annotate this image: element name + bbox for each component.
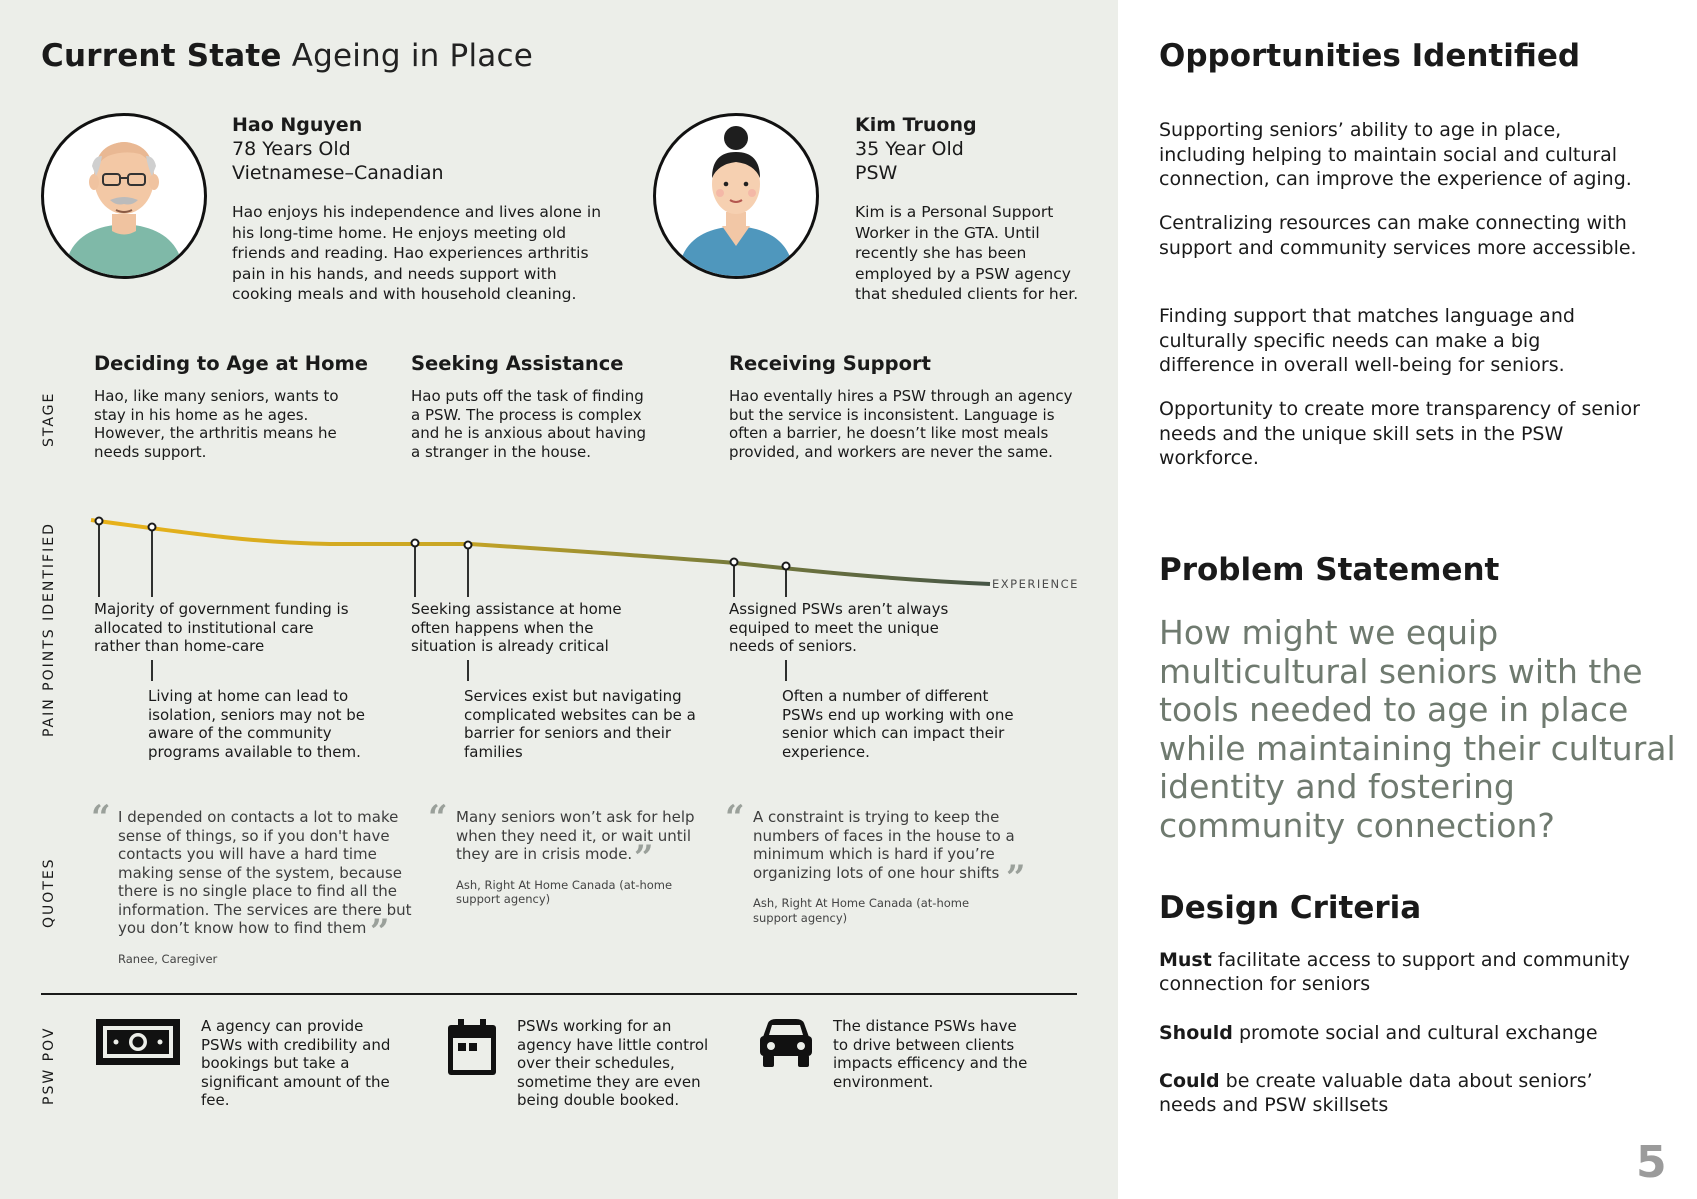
persona-role: Vietnamese–Canadian [232, 162, 444, 184]
pain-point-marker [465, 542, 472, 549]
psw-pov-label: PSW POV [41, 1026, 57, 1105]
opportunity-item: Finding support that matches language and culturally specific needs can make a big difference in overall well-being for seniors. [1159, 305, 1575, 376]
pain-point-marker [96, 518, 103, 525]
criterion-should: Should promote social and cultural exchange [1159, 1022, 1598, 1044]
pain-point-marker [783, 563, 790, 570]
pain-points-label: PAIN POINTS IDENTIFIED [41, 522, 57, 737]
quotes-label: QUOTES [41, 857, 57, 928]
persona-name: Kim Truong [855, 114, 977, 136]
car-icon [758, 1017, 814, 1073]
persona-description: Hao enjoys his independence and lives alone in his long-time home. He enjoys meeting old friends and reading. Hao experiences arthritis pain in his hands, and needs support with cooking meals and with household cleaning. [232, 203, 602, 303]
close-quote-icon: ” [634, 838, 654, 878]
pain-point-marker [731, 559, 738, 566]
opportunity-item: Centralizing resources can make connecting with support and community services more accessible. [1159, 212, 1637, 259]
calendar-icon [446, 1017, 498, 1081]
quote-attribution: Ash, Right At Home Canada (at-home support agency) [753, 896, 970, 925]
persona-description: Kim is a Personal Support Worker in the GTA. Until recently she has been employed by a PSW agency that sheduled clients for her. [855, 203, 1079, 303]
pain-point-marker [149, 524, 156, 531]
problem-statement: How might we equip multicultural seniors with the tools needed to age in place while maintaining their cultural identity and fostering community connection? [1159, 613, 1676, 845]
quote-attribution: Ash, Right At Home Canada (at-home support agency) [456, 877, 673, 906]
persona-name: Hao Nguyen [232, 114, 363, 136]
stage-description: Hao eventally hires a PSW through an agency but the service is inconsistent. Language is often a barrier, he doesn’t like most meals provided, and workers are never the same. [729, 387, 1073, 461]
pain-point-marker [412, 540, 419, 547]
quote-attribution: Ranee, Caregiver [118, 951, 218, 966]
stage-title: Deciding to Age at Home [94, 352, 369, 375]
pov-text: A agency can provide PSWs with credibility and bookings but take a significant amount of the fee. [201, 1017, 391, 1109]
close-quote-icon: ” [1006, 858, 1026, 898]
close-quote-icon: ” [370, 912, 390, 952]
pain-point-primary: Seeking assistance at home often happens when the situation is already critical [411, 600, 622, 655]
pain-point-secondary: Services exist but navigating complicated websites can be a barrier for seniors and their families [464, 687, 696, 761]
experience-label: EXPERIENCE [992, 577, 1079, 591]
pain-point-secondary: Living at home can lead to isolation, seniors may not be aware of the community programs available to them. [148, 687, 365, 761]
stage-title: Seeking Assistance [411, 352, 624, 375]
stage-label: STAGE [41, 391, 57, 447]
open-quote-icon: “ [428, 798, 448, 838]
pain-point-primary: Assigned PSWs aren’t always equiped to meet the unique needs of seniors. [729, 600, 949, 655]
open-quote-icon: “ [91, 798, 111, 838]
criterion-could: Could be create valuable data about seniors’ needs and PSW skillsets [1159, 1070, 1593, 1116]
money-icon [94, 1017, 182, 1071]
persona-role: PSW [855, 162, 898, 184]
quote-block [456, 808, 706, 907]
design-criteria-heading: Design Criteria [1159, 890, 1422, 926]
pov-text: The distance PSWs have to drive between clients impacts efficency and the environment. [833, 1017, 1028, 1091]
persona-age: 35 Year Old [855, 138, 964, 160]
experience-curve [0, 0, 1118, 780]
stage-description: Hao puts off the task of finding a PSW. The process is complex and he is anxious about having a stranger in the house. [411, 387, 647, 461]
section-divider [41, 993, 1077, 995]
quote-text: I depended on contacts a lot to make sense of things, so if you don't have contacts you will have a hard time making sense of the system, because there is no single place to find all the information. The services are there but you don’t know how to find them [118, 808, 412, 937]
stage-title: Receiving Support [729, 352, 931, 375]
pain-point-secondary: Often a number of different PSWs end up working with one senior which can impact their experience. [782, 687, 1014, 761]
quote-text: Many seniors won’t ask for help when they need it, or wait until they are in crisis mode. [456, 808, 695, 863]
persona-age: 78 Years Old [232, 138, 351, 160]
criterion-must: Must facilitate access to support and community connection for seniors [1159, 949, 1630, 995]
insights-panel [1118, 0, 1697, 1199]
quote-text: A constraint is trying to keep the numbers of faces in the house to a minimum which is hard if you’re organizing lots of one hour shifts [753, 808, 1015, 882]
open-quote-icon: “ [725, 798, 745, 838]
pain-point-primary: Majority of government funding is allocated to institutional care rather than home-care [94, 600, 349, 655]
pov-text: PSWs working for an agency have little control over their schedules, sometime they are even being double booked. [517, 1017, 709, 1109]
stage-description: Hao, like many seniors, wants to stay in his home as he ages. However, the arthritis means he needs support. [94, 387, 339, 461]
opportunities-heading: Opportunities Identified [1159, 38, 1581, 74]
opportunity-item: Supporting seniors’ ability to age in place, including helping to maintain social and cultural connection, can improve the experience of aging. [1159, 119, 1632, 190]
opportunity-item: Opportunity to create more transparency of senior needs and the unique skill sets in the PSW workforce. [1159, 398, 1640, 469]
quote-block [753, 808, 1023, 925]
problem-heading: Problem Statement [1159, 552, 1500, 588]
page-title: Current State Ageing in Place [41, 38, 533, 74]
experience-line [91, 520, 990, 584]
page-number: 5 [1636, 1137, 1667, 1188]
